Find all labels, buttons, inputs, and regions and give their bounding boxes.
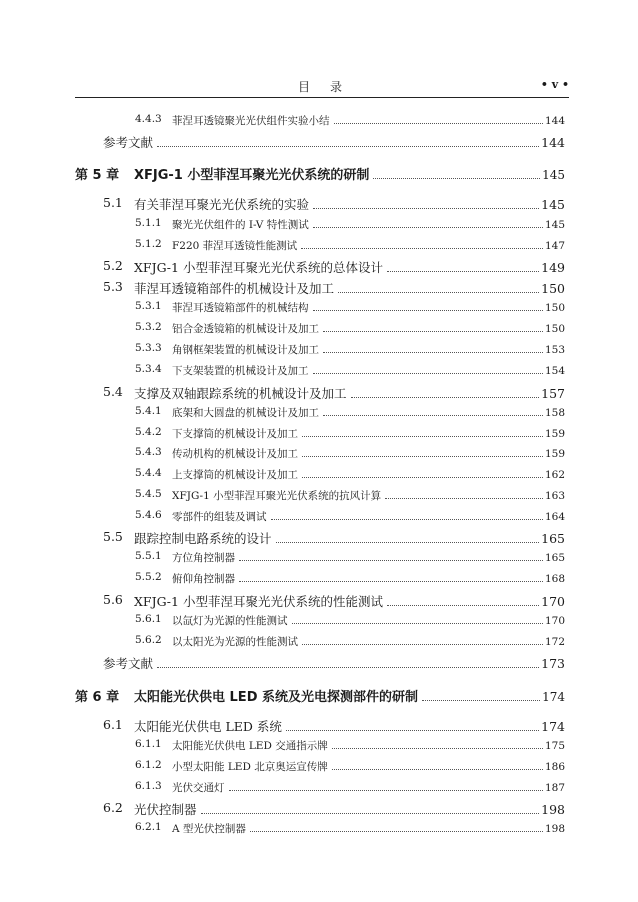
toc-entry-title: 太阳能光伏供电 LED 交通指示牌	[172, 740, 328, 752]
toc-entry-title: 光伏控制器	[134, 802, 197, 817]
toc-entry-number: 6.1.3	[135, 780, 162, 792]
toc-entry	[0, 571, 638, 591]
toc-entry-number: 5.1	[103, 195, 123, 210]
toc-entry-number: 5.5.2	[135, 571, 162, 583]
toc-entry-page: 198	[544, 823, 565, 835]
toc-entry-number: 5.3.4	[135, 363, 162, 375]
toc-entry	[0, 780, 638, 800]
toc-entry-title: 底架和大圆盘的机械设计及加工	[172, 407, 319, 419]
toc-entry-page: 186	[544, 761, 565, 773]
toc-entry-page: 162	[544, 469, 565, 481]
dot-leader	[313, 310, 543, 311]
toc-entry-title: XFJG-1 小型菲涅耳聚光光伏系统的研制	[134, 168, 370, 183]
toc-entry	[0, 529, 638, 549]
dot-leader	[338, 292, 539, 293]
dot-leader	[334, 123, 543, 124]
toc-entry-title: XFJG-1 小型菲涅耳聚光光伏系统的性能测试	[134, 594, 383, 609]
toc-entry-title: 太阳能光伏供电 LED 系统	[134, 719, 282, 734]
dot-leader	[323, 331, 543, 332]
toc-entry-page: 174	[542, 690, 565, 704]
dot-leader	[201, 813, 540, 814]
toc-entry-page: 174	[541, 719, 565, 734]
toc-entry-number: 5.3.3	[135, 342, 162, 354]
toc-entry-title: 下支撑筒的机械设计及加工	[172, 428, 298, 440]
toc-entry-title: 方位角控制器	[172, 552, 235, 564]
toc-entry-page: 149	[541, 260, 565, 275]
toc-entry-title: F220 菲涅耳透镜性能测试	[172, 240, 298, 252]
dot-leader	[313, 208, 539, 209]
toc-entry-title: 参考文献	[103, 135, 154, 150]
toc-entry-page: 159	[544, 448, 565, 460]
dot-leader	[286, 730, 539, 731]
toc-entry-title: 菲涅耳透镜箱部件的机械结构	[172, 302, 309, 314]
toc-entry-page: 144	[544, 115, 565, 127]
dot-leader	[239, 581, 543, 582]
dot-leader	[313, 373, 543, 374]
toc-entry-page: 144	[541, 135, 565, 150]
toc-entry-number: 5.3	[103, 279, 123, 294]
toc-entry-page: 164	[544, 511, 565, 523]
dot-leader	[239, 560, 543, 561]
toc-entry-page: 163	[544, 490, 565, 502]
toc-entry-number: 5.6.2	[135, 634, 162, 646]
toc-entry-number: 5.4.3	[135, 446, 162, 458]
toc-entry-title: 有关菲涅耳聚光光伏系统的实验	[134, 197, 310, 212]
toc-entry-page: 158	[544, 407, 565, 419]
toc-entry-number: 6.1.1	[135, 738, 162, 750]
toc-entry-page: 157	[541, 386, 565, 401]
toc-entry	[0, 634, 638, 654]
toc-entry-page: 145	[544, 219, 565, 231]
header-title: 目 录	[297, 80, 346, 94]
toc-entry-number: 5.3.1	[135, 300, 162, 312]
dot-leader	[157, 667, 539, 668]
dot-leader	[323, 352, 543, 353]
toc-entry-title: 以太阳光为光源的性能测试	[172, 636, 298, 648]
toc-entry	[0, 550, 638, 570]
toc-entry-number: 5.4	[103, 384, 123, 399]
toc-entry-title: 太阳能光伏供电 LED 系统及光电探测部件的研制	[134, 690, 419, 705]
toc-entry	[0, 279, 638, 299]
toc-entry-page: 187	[544, 782, 565, 794]
toc-entry	[0, 405, 638, 425]
running-header	[75, 78, 569, 94]
toc-entry-number: 5.4.5	[135, 488, 162, 500]
toc-entry	[0, 363, 638, 383]
toc-entry	[0, 384, 638, 404]
toc-entry-title: 支撑及双轴跟踪系统的机械设计及加工	[134, 386, 347, 401]
toc-entry-page: 159	[544, 428, 565, 440]
toc-entry-title: 参考文献	[103, 656, 154, 671]
dot-leader	[351, 397, 540, 398]
toc-entry	[0, 717, 638, 737]
toc-entry-number: 第 6 章	[75, 690, 120, 705]
toc-entry-number: 5.5	[103, 529, 123, 544]
toc-entry	[0, 195, 638, 215]
toc-entry-page: 150	[544, 302, 565, 314]
toc-entry-number: 6.2.1	[135, 821, 162, 833]
header-rule	[75, 97, 569, 98]
toc-entry-page: 198	[541, 802, 565, 817]
toc-entry-title: 上支撑筒的机械设计及加工	[172, 469, 298, 481]
dot-leader	[387, 605, 539, 606]
dot-leader	[302, 456, 543, 457]
toc-entry	[0, 800, 638, 820]
toc-entry	[0, 113, 638, 133]
dot-leader	[302, 644, 543, 645]
toc-entry-number: 4.4.3	[135, 113, 162, 125]
toc-entry-page: 153	[544, 344, 565, 356]
toc-entry-title: A 型光伏控制器	[172, 823, 246, 835]
dot-leader	[292, 623, 543, 624]
toc-entry-number: 5.2	[103, 258, 123, 273]
toc-entry-title: 以氙灯为光源的性能测试	[172, 615, 288, 627]
toc-entry	[0, 164, 638, 184]
toc-entry	[0, 446, 638, 466]
toc-entry-title: 菲涅耳透镜箱部件的机械设计及加工	[134, 281, 335, 296]
toc-entry-title: 零部件的组装及调试	[172, 511, 267, 523]
toc-entry-number: 6.1.2	[135, 759, 162, 771]
toc-entry-page: 165	[541, 531, 565, 546]
toc-entry-number: 第 5 章	[75, 168, 120, 183]
toc-entry-title: 铝合金透镜箱的机械设计及加工	[172, 323, 319, 335]
toc-entry-number: 5.4.1	[135, 405, 162, 417]
toc-entry-page: 173	[541, 656, 565, 671]
toc-entry	[0, 509, 638, 529]
toc-entry	[0, 342, 638, 362]
toc-entry-title: 菲涅耳透镜聚光光伏组件实验小结	[172, 115, 330, 127]
toc-entry	[0, 300, 638, 320]
dot-leader	[276, 542, 540, 543]
toc-entry-title: 角钢框架装置的机械设计及加工	[172, 344, 319, 356]
toc-entry-title: 跟踪控制电路系统的设计	[134, 531, 272, 546]
dot-leader	[250, 831, 543, 832]
toc-entry	[0, 613, 638, 633]
toc-entry	[0, 258, 638, 278]
toc-entry-title: 聚光光伏组件的 I-V 特性测试	[172, 219, 309, 231]
dot-leader	[229, 790, 543, 791]
dot-leader	[323, 415, 543, 416]
toc-entry-title: XFJG-1 小型菲涅耳聚光光伏系统的总体设计	[134, 260, 383, 275]
dot-leader	[271, 519, 543, 520]
toc-entry-title: 小型太阳能 LED 北京奥运宣传牌	[172, 761, 328, 773]
dot-leader	[422, 700, 540, 701]
dot-leader	[302, 477, 543, 478]
toc-entry-title: 俯仰角控制器	[172, 573, 235, 585]
toc-entry	[0, 133, 638, 153]
toc-entry-title: 下支架装置的机械设计及加工	[172, 365, 309, 377]
dot-leader	[332, 748, 543, 749]
toc-entry-page: 154	[544, 365, 565, 377]
toc-entry-number: 6.1	[103, 717, 123, 732]
toc-entry-number: 5.1.2	[135, 238, 162, 250]
dot-leader	[302, 436, 543, 437]
toc-entry-number: 5.3.2	[135, 321, 162, 333]
toc-entry	[0, 321, 638, 341]
dot-leader	[387, 271, 539, 272]
dot-leader	[313, 227, 543, 228]
toc-entry	[0, 488, 638, 508]
toc-entry	[0, 426, 638, 446]
toc-entry-page: 145	[542, 168, 565, 182]
toc-entry-number: 5.4.6	[135, 509, 162, 521]
toc-entry-page: 165	[544, 552, 565, 564]
toc-entry-page: 170	[544, 615, 565, 627]
toc-entry-title: 光伏交通灯	[172, 782, 225, 794]
toc-entry	[0, 654, 638, 674]
dot-leader	[301, 248, 543, 249]
toc-entry-page: 170	[541, 594, 565, 609]
toc-entry-page: 150	[541, 281, 565, 296]
toc-entry-number: 5.1.1	[135, 217, 162, 229]
dot-leader	[373, 178, 540, 179]
toc-entry-number: 5.6.1	[135, 613, 162, 625]
toc-entry-page: 147	[544, 240, 565, 252]
toc-entry-number: 5.6	[103, 592, 123, 607]
toc-entry-number: 5.4.4	[135, 467, 162, 479]
header-page-number: • v •	[540, 78, 569, 91]
toc-entry	[0, 686, 638, 706]
toc-entry-page: 145	[541, 197, 565, 212]
toc-entry	[0, 759, 638, 779]
toc-entry-title: 传动机构的机械设计及加工	[172, 448, 298, 460]
toc-entry	[0, 467, 638, 487]
toc-entry-page: 175	[544, 740, 565, 752]
toc-entry-page: 172	[544, 636, 565, 648]
dot-leader	[157, 146, 539, 147]
toc-entry-page: 168	[544, 573, 565, 585]
toc-entry-number: 5.5.1	[135, 550, 162, 562]
toc-entry	[0, 821, 638, 841]
toc-entry	[0, 238, 638, 258]
toc-entry-title: XFJG-1 小型菲涅耳聚光光伏系统的抗风计算	[172, 490, 382, 502]
toc-entry-number: 6.2	[103, 800, 123, 815]
toc-entry	[0, 217, 638, 237]
toc-entry-page: 150	[544, 323, 565, 335]
dot-leader	[332, 769, 543, 770]
toc-entry	[0, 592, 638, 612]
dot-leader	[385, 498, 543, 499]
toc-entry-number: 5.4.2	[135, 426, 162, 438]
toc-entry	[0, 738, 638, 758]
